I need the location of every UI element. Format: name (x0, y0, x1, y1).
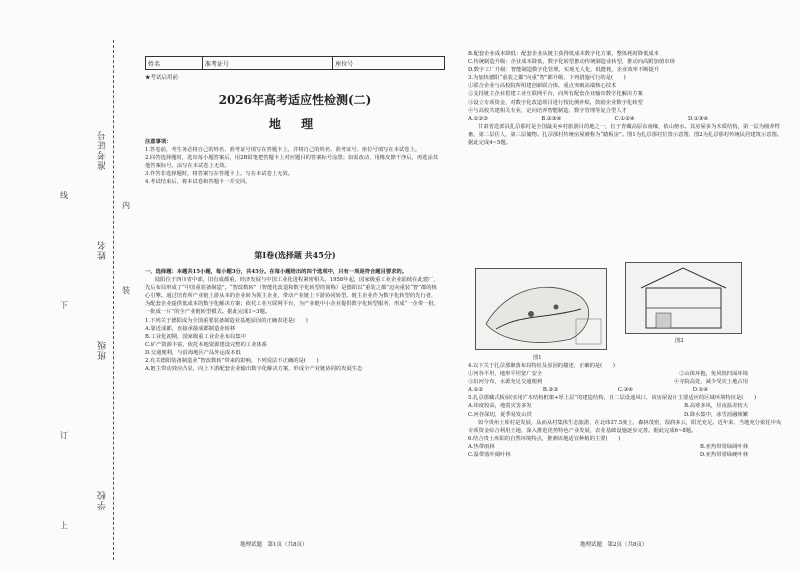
option: D.①④ (692, 387, 708, 394)
option: A.①② (468, 387, 484, 394)
village-map-drawing (476, 269, 606, 349)
binding-margin (0, 0, 130, 573)
figure-2-house (625, 262, 742, 334)
cut-mark: 下 (60, 301, 68, 310)
notes-title: 注意事项： (145, 139, 172, 145)
binding-line (113, 40, 114, 560)
option: A.纬度较高，地震灾害多发 (468, 403, 532, 410)
seat-cell: 座位号 (335, 60, 354, 68)
question-3: 3.为加快德阳“重装之都”向重“智”都升级，下列措施可行的是( ) (468, 75, 626, 82)
statement: ③沿河分布，水源充足交通便利 (468, 379, 543, 386)
questions-right-bottom (468, 362, 783, 459)
figure-2-caption: 图2 (675, 338, 684, 344)
statement: ①联合企业与高校院所组建创新联合体，重点突破高端核心技术 (468, 83, 617, 90)
section-heading: 第Ⅰ卷(选择题 共45分) (254, 250, 336, 260)
option: C.矿产资源丰富，依托本地资源建设完整的工业体系 (145, 341, 268, 348)
note-item: 1.答卷前，考生务必将自己的姓名、准考证号填写在答题卡上，并将自己的姓名、准考证号、座位号填写在本试卷上。 (145, 147, 421, 154)
option: D.数字工厂升级：智能制造数字化管理，实现无人化，低能耗，企业效率不断提升 (468, 67, 660, 74)
choice-instruction: 一、选择题：本题共15小题，每小题3分，共45分。在每小题给出的四个选项中，只有一项是符合题目要求的。 (145, 269, 408, 275)
school-label: 学校 (98, 490, 108, 510)
candidate-info-box (145, 56, 445, 70)
option: A.热带雨林 (468, 443, 495, 450)
cut-mark: 线 (60, 191, 68, 200)
option: C.传统制造升级：企业成本降低，数字化转型推动传统制造业转型，推动向高附加值市场 (468, 59, 675, 66)
option: D.亚热带常绿硬叶林 (699, 452, 748, 459)
statement: ②支持链主企业搭建工业互联网平台，向所有配套企业输出数字化解决方案 (468, 91, 643, 98)
statement: ④与高校共建相关专业，定向培养智能制造、数字管理等复合型人才 (468, 107, 627, 114)
q3-options (468, 115, 708, 123)
statement: ③设立专项资金，对数字化改造项目进行按比例补贴，鼓励企业数字化转型 (468, 99, 643, 106)
name-cell: 姓名 (146, 57, 203, 69)
exam-title: 2026年高考适应性检测(二) (218, 93, 372, 107)
option: D.交通便利，与沿海地区产品外运成本低 (145, 349, 241, 356)
question-1: 1.下列关于德阳成为全国重要装备制造业基地原因的正确表述是( ) (145, 317, 308, 324)
exam-id-label: 准考证号 (98, 130, 108, 170)
q4-statements-row (468, 378, 748, 386)
statement: ①河谷平坦，地形平坦宽广安全 (468, 371, 543, 378)
page-footer-left: 地理试题 第1页（共8页） (240, 542, 308, 548)
question-6: 6.结合贵土库阳的自然环境特点，推测该地适宜种植的主要( ) (468, 435, 621, 442)
house-section-drawing (626, 263, 741, 333)
cut-mark: 装 (122, 286, 130, 295)
option: A.①②③ (468, 115, 488, 122)
option: C.①②④ (614, 115, 635, 122)
option: C.温带落叶阔叶林 (468, 452, 511, 459)
option: D.降水集中，冰雪消融频繁 (683, 411, 748, 418)
question-2: 2.有关德阳装备制造业“智改数转”带来的影响，下列说法不正确的是( ) (145, 358, 319, 365)
q5-options-row (468, 402, 748, 410)
option: D.①③④ (687, 115, 708, 122)
q6-options-row (468, 443, 748, 451)
cut-mark: 上 (60, 521, 68, 530)
note-item: 3.作答非选择题时，将答案写在答题卡上。写在本试卷上无效。 (145, 171, 294, 178)
option: C.河谷深切，夏季易发山洪 (468, 411, 532, 418)
option: B.高寒多风，昼夜温差较大 (684, 403, 748, 410)
option: A.靠近成都，直接承接成都制造业转移 (145, 325, 236, 332)
subject-title: 地 理 (268, 117, 322, 131)
q4-statements-row (468, 370, 748, 378)
class-label: 班级 (98, 340, 108, 360)
option: A.链主带动效应凸显，向上下游配套企业输出数字化解决方案，形成全产业链协同的发展生态 (145, 366, 363, 373)
questions-left (145, 268, 440, 373)
name-label: 姓名 (98, 240, 108, 260)
cut-mark: 内 (122, 201, 130, 210)
passage-3: 如今贵州土库村是发展，从而从村集体生态旅游，在北纬37.5度上，森林茂密，湿润多云，阳光充足。近年来，当地充分依托中央专项资金综合利用土地，深入推进优势特色产业发展，农业基础设施逐步完善。据此完成6~8题。 (468, 419, 782, 434)
question-5: 5.扎尕那藏式板屋(实用)“木结构框架+厚土层”的建造结构，且二层设通风口，该房屋设计主要适应的区域环境特征是( ) (468, 395, 757, 402)
option: B.②③ (542, 387, 558, 394)
page-footer-right: 地理试题 第2页（共8页） (580, 542, 648, 548)
figure-1-map (475, 268, 607, 350)
option: B.亚热带常绿阔叶林 (700, 443, 748, 450)
option: B.配套企业成本降低：配套企业从链主获得低成本数字化方案，整体耗时降低成本 (468, 51, 659, 57)
option: C.③④ (617, 387, 633, 394)
passage-2: 甘肃省迭部县扎尕那村是全国最美乡村旅游目的地之一，位于青藏高原东南缘，依山傍水。其房屋多为木质结构，第一层为圈养牲畜，第二层住人，第三层储物。扎尕那村传统房屋被称为“踏板房”。图1为扎尕那村位置示意图，图2为扎尕那村传统民居建筑示意图。据此完成4~5题。 (468, 123, 783, 147)
q6-options-row (468, 451, 748, 459)
option: B.工业化初期，国家级重工业企业布局集中 (145, 333, 246, 340)
option: B.②③④ (541, 115, 562, 122)
figure-1-caption: 图1 (533, 355, 542, 361)
cut-mark: 订 (60, 431, 68, 440)
note-item: 4.考试结束后，将本试卷和答题卡一并交回。 (145, 179, 251, 186)
q4-options (468, 386, 708, 394)
note-item: 2.回答选择题时，选出每小题答案后，用2B铅笔把答题卡上对应题目的答案标号涂黑；如需改动，用橡皮擦干净后，再选涂其他答案标号。涂写在本试卷上无效。 (145, 155, 439, 170)
passage-1: 陆阳位于四川省中部，旧有成都重，经济发展与中国工业化进程紧密相关。1958年起，国家级重工业企业陆续在此建厂，先后布局形成了“中国重装备制造”。“智改数转”（智能化改造和数字化转型的简称）是德阳以“重装之都”迈向重装“智”都的核心引擎。通过培育所产业链上游从本的企业转为领主企业，带动产业链上下游协同转型。链主企业作为数字化转型的先行者，为配套企业提供低成本的数字化解决方案；依托工业互联网平台，为产业链中小企业提供数字化转型服务，形成“一企带一批，一批成一片”的全产业链转型模式。据此完成1~3题。 (145, 277, 440, 316)
statement: ②山体环抱，免风蚀凹面环境 (679, 371, 748, 378)
exam-id-cell: 准考证号 (203, 57, 333, 69)
q5-options-row (468, 411, 748, 419)
secret-mark: ★考试启用前 (145, 75, 179, 81)
statement: ④寺院高处，减少受灾土地占用 (673, 379, 748, 386)
questions-right-top (468, 50, 783, 147)
question-4: 4.以下关于扎尕那聚落布局特征及原因的描述，正确的是( ) (468, 363, 615, 369)
notes-block (145, 138, 440, 187)
